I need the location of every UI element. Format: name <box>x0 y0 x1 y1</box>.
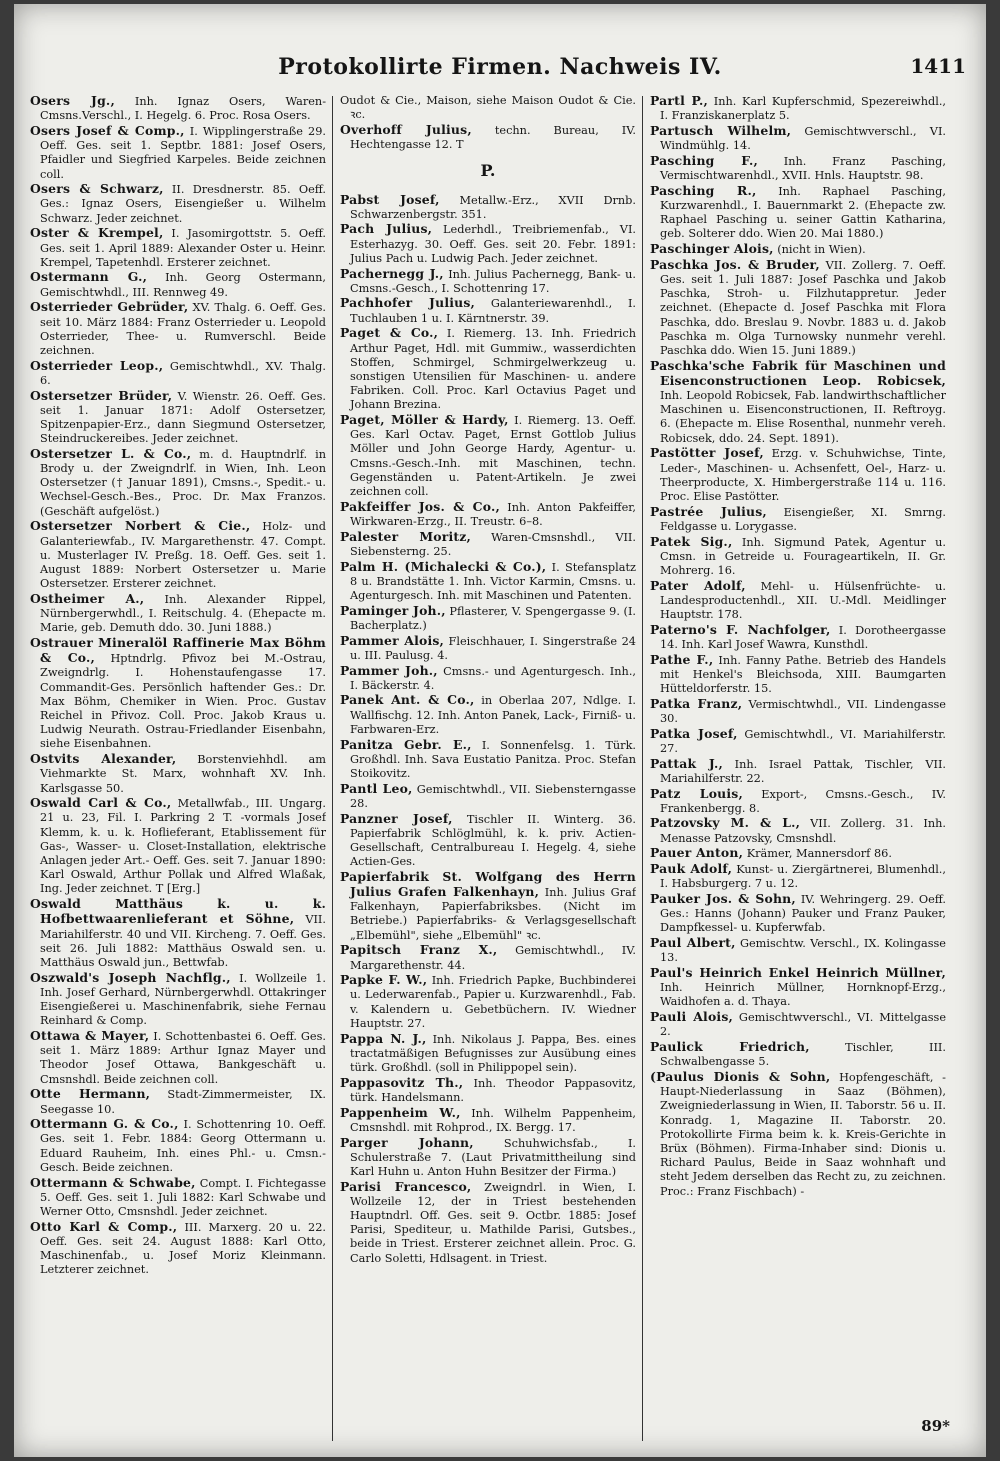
firm-details: Gemischtwhdl., VI. Mariahilferstr. 27. <box>660 727 946 755</box>
firm-name: Ostersetzer Norbert & Cie., <box>30 518 251 534</box>
firm-details: Kunst- u. Ziergärtnerei, Blumenhdl., I. Habsburgerg. 7 u. 12. <box>660 863 946 891</box>
firm-details: Metallw.-Erz., XVII Drnb. Schwarzenbergstr. 351. <box>350 193 636 221</box>
firm-name: Ostheimer A., <box>30 590 145 606</box>
firm-entry <box>30 1117 326 1175</box>
firm-entry <box>650 154 946 183</box>
column-divider <box>642 96 643 1441</box>
firm-name: Pauer Anton, <box>650 845 744 861</box>
firm-entry <box>30 300 326 358</box>
firm-entry <box>340 1180 636 1266</box>
firm-entry <box>30 270 326 299</box>
firm-details: Tischler II. Winterg. 36. Papierfabrik Schlöglmühl, k. k. priv. Actien-Gesellschaft, Centralbureau I. Hegelg. 4, siehe Actien-Ges. <box>350 812 636 869</box>
column-divider <box>332 96 333 1441</box>
firm-entry <box>340 1106 636 1135</box>
firm-details: Metallwfab., III. Ungarg. 21 u. 23, Fil. I. Parkring 2 T. -vormals Josef Klemm, k. u. k. Hoflieferant, Etablissement für Gas-, Wasser- u. Closet-Installation, elektrische Anlagen jeder Art.- Oeff. Ges. seit 7. Januar 1890: Karl Oswald, Arthur Pollak und Alfred Wlaßak, Ing. Jeder zeichnet. T [Erg.] <box>40 797 326 896</box>
firm-name: Pauker Jos. & Sohn, <box>650 890 796 906</box>
page-title: Protokollirte Firmen. Nachweis IV. <box>278 54 722 80</box>
firm-entry <box>650 446 946 504</box>
firm-details: VII. Mariahilferstr. 40 und VII. Kircheng. 7. Oeff. Ges. seit 26. Juli 1882: Matthäus Oswald sen. u. Matthäus Oswald jun., Bettwfab. <box>40 913 326 969</box>
firm-details: Compt. I. Fichtegasse 5. Oeff. Ges. seit 1. Juli 1882: Karl Schwabe und Werner Otto, Cmsnshdl. Jeder zeichnet. <box>40 1176 326 1218</box>
firm-details: Gemischtwhdl., XV. Thalg. 6. <box>40 359 326 387</box>
firm-entry <box>340 530 636 559</box>
page-number: 1411 <box>910 54 966 78</box>
firm-name: Partl P., <box>650 94 709 108</box>
firm-details: I. Wollzeile 1. Inh. Josef Gerhard, Nürnbergerwhdl. Ottakringer Eisengießerei u. Maschinenfabrik, siehe Fernau Reinhard & Comp. <box>40 971 326 1028</box>
firm-entry <box>30 94 326 123</box>
firm-entry <box>340 500 636 529</box>
firm-entry <box>650 258 946 358</box>
firm-entry <box>650 846 946 861</box>
firm-details: XV. Thalg. 6. Oeff. Ges. seit 10. März 1884: Franz Osterrieder u. Leopold Osterrieder, Thee- u. Rumverschl. Beide zeichnen. <box>40 301 326 357</box>
firm-name: Palester Moritz, <box>340 528 472 544</box>
firm-details: Inh. Georg Ostermann, Gemischtwhdl., III. Rennweg 49. <box>40 271 326 299</box>
firm-name: Overhoff Julius, <box>340 121 472 137</box>
firm-name: Ostvits Alexander, <box>30 751 177 767</box>
firm-details: Gemischtwverschl., VI. Mittelgasse 2. <box>660 1011 946 1039</box>
firm-name: Pakfeiffer Jos. & Co., <box>340 498 501 514</box>
firm-name: Panitza Gebr. E., <box>340 736 472 752</box>
firm-details: I. Schottenbastei 6. Oeff. Ges. seit 1. März 1889: Arthur Ignaz Mayer und Theodor Josef Ottawa, Bankgeschäft u. Cmsnshdl. Beide zeichnen coll. <box>40 1030 326 1086</box>
firm-name: Patz Louis, <box>650 785 743 801</box>
firm-name: Paschka'sche Fabrik für Maschinen und Eisenconstructionen Leop. Robicsek, <box>650 357 946 388</box>
firm-name: Panzner Josef, <box>340 810 453 826</box>
firm-name: Pammer Joh., <box>340 662 438 678</box>
firm-name: Ostersetzer L. & Co., <box>30 445 192 461</box>
firm-name: Pachhofer Julius, <box>340 295 476 311</box>
firm-name: Pappa N. J., <box>340 1030 427 1046</box>
firm-details: Waren-Cmsnshdl., VII. Siebensterng. 25. <box>350 530 636 558</box>
firm-name: Pantl Leo, <box>340 780 413 796</box>
firm-name: Patka Franz, <box>650 695 743 711</box>
firm-entry <box>340 634 636 663</box>
firm-name: Panek Ant. & Co., <box>340 692 475 708</box>
firm-details: Inh. Sigmund Patek, Agentur u. Cmsn. in Getreide u. Fourageartikeln, II. Gr. Mohrerg. 16. <box>660 535 946 577</box>
firm-name: Patzovsky M. & L., <box>650 815 801 831</box>
firm-entry <box>650 242 946 257</box>
firm-details: Erzg. v. Schuhwichse, Tinte, Leder-, Maschinen- u. Achsenfett, Oel-, Harz- u. Theerproducte, X. Himbergerstraße 114 u. 116. Proc. Elise Pastötter. <box>660 447 946 503</box>
firm-entry <box>340 812 636 870</box>
firm-name: Ottawa & Mayer, <box>30 1028 150 1043</box>
firm-entry <box>340 296 636 325</box>
firm-details: Krämer, Mannersdorf 86. <box>746 847 892 861</box>
firm-entry <box>30 636 326 752</box>
firm-entry <box>30 592 326 636</box>
firm-name: Pasching R., <box>650 182 757 198</box>
directory-page <box>14 4 986 1457</box>
firm-entry <box>650 1070 946 1199</box>
firm-details: Fleischhauer, I. Singerstraße 24 u. III. Paulusg. 4. <box>350 634 636 662</box>
firm-entry <box>650 94 946 123</box>
firm-name: Paulick Friedrich, <box>650 1039 810 1054</box>
firm-entry <box>650 816 946 845</box>
firm-entry <box>340 943 636 972</box>
firm-name: Osers Josef & Comp., <box>30 122 185 138</box>
firm-details: Gemischtw. Verschl., IX. Kolingasse 13. <box>660 937 946 965</box>
firm-name: Pater Adolf, <box>650 577 746 593</box>
firm-entry <box>30 124 326 182</box>
firm-details: techn. Bureau, IV. Hechtengasse 12. T <box>350 123 636 152</box>
firm-entry <box>650 862 946 891</box>
firm-details: Pflasterer, V. Spengergasse 9. (I. Bacherplatz.) <box>350 604 636 632</box>
column-3 <box>650 94 946 1424</box>
firm-name: Paterno's F. Nachfolger, <box>650 621 831 637</box>
firm-entry <box>340 222 636 266</box>
firm-name: Paul Albert, <box>650 935 736 951</box>
firm-name: Otte Hermann, <box>30 1086 151 1102</box>
firm-entry <box>650 1010 946 1039</box>
firm-details: I. Riemerg. 13. Oeff. Ges. Karl Octav. Paget, Ernst Gottlob Julius Möller und John George Hardy, Agentur- u. Cmsns.-Gesch.-Inh. mit Maschinen, techn. Gegenständen u. Patent-Artikeln. Je zwei zeichnen coll. <box>350 414 636 499</box>
firm-name: Palm H. (Michalecki & Co.), <box>340 558 547 574</box>
firm-name: (Paulus Dionis & Sohn, <box>650 1068 831 1084</box>
firm-details: Stadt-Zimmermeister, IX. Seegasse 10. <box>40 1088 326 1116</box>
firm-name: Ottermann & Schwabe, <box>30 1174 196 1190</box>
firm-details: I. Schottenring 10. Oeff. Ges. seit 1. Febr. 1884: Georg Ottermann u. Eduard Rauheim, Inh. eines Phl.- u. Cmsn.-Gesch. Beide zeichnen. <box>40 1118 326 1174</box>
firm-entry <box>340 193 636 222</box>
firm-name: Parger Johann, <box>340 1134 474 1150</box>
firm-entry <box>650 727 946 756</box>
firm-details: Inh. Alexander Rippel, Nürnbergerwhdl., I. Reitschulg. 4. (Ehepacte m. Marie, geb. Demuth ddo. 30. Juni 1888.) <box>40 592 326 635</box>
firm-entry <box>650 787 946 816</box>
firm-entry <box>30 752 326 796</box>
signature-mark: 89* <box>921 1417 950 1435</box>
firm-details: Eisengießer, XI. Smrng. Feldgasse u. Lorygasse. <box>660 505 946 533</box>
firm-details: Galanteriewarenhdl., I. Tuchlauben 1 u. I. Kärntnerstr. 39. <box>350 297 636 325</box>
firm-name: Papke F. W., <box>340 972 428 988</box>
firm-entry <box>650 623 946 652</box>
firm-name: Pathe F., <box>650 651 714 667</box>
firm-entry <box>340 973 636 1031</box>
firm-details: Oudot & Cie., Maison, siehe Maison Oudot & Cie. ꝛc. <box>340 94 636 122</box>
firm-name: Pauk Adolf, <box>650 861 733 877</box>
firm-details: Holz- und Galanteriewfab., IV. Margarethenstr. 47. Compt. u. Musterlager IV. Preßg. 18. Oeff. Ges. seit 1. August 1889: Norbert Ostersetzer u. Marie Ostersetzer. Ersterer zeichnet. <box>40 520 326 591</box>
firm-details: Borstenviehhdl. am Viehmarkte St. Marx, wohnhaft XV. Inh. Karlsgasse 50. <box>40 753 326 795</box>
firm-details: III. Marxerg. 20 u. 22. Oeff. Ges. seit 24. August 1888: Karl Otto, Maschinenfab., u. Josef Moriz Kleinmann. Letzterer zeichnet. <box>40 1220 326 1277</box>
firm-name: Ottermann G. & Co., <box>30 1116 179 1132</box>
firm-name: Paul's Heinrich Enkel Heinrich Müllner, <box>650 964 946 980</box>
firm-entry <box>340 738 636 782</box>
firm-details: Inh. Julius Graf Falkenhayn, Papierfabriksbes. (Nicht im Betriebe.) Papierfabriks- & Verlagsgesellschaft „Elbemühl", siehe „Elbemühl" ꝛc. <box>350 886 636 942</box>
firm-entry <box>650 535 946 579</box>
firm-details: Tischler, III. Schwalbengasse 5. <box>660 1041 946 1069</box>
firm-name: Patek Sig., <box>650 533 733 549</box>
firm-entry <box>30 447 326 519</box>
firm-details: Export-, Cmsns.-Gesch., IV. Frankenbergg. 8. <box>660 787 946 815</box>
firm-name: Pach Julius, <box>340 221 433 237</box>
firm-name: Paget, Möller & Hardy, <box>340 412 509 428</box>
firm-details: Vermischtwhdl., VII. Lindengasse 30. <box>660 697 946 726</box>
firm-name: Pappenheim W., <box>340 1104 461 1120</box>
firm-details: I. Dorotheergasse 14. Inh. Karl Josef Wawra, Kunsthdl. <box>660 623 946 652</box>
firm-name: Osers & Schwarz, <box>30 181 164 197</box>
firm-details: Inh. Raphael Pasching, Kurzwarenhdl., I. Bauernmarkt 2. (Ehepacte zw. Raphael Pasching u. seiner Gattin Katharina, geb. Solterer ddo. Wien 20. Mai 1880.) <box>660 184 946 241</box>
firm-entry <box>30 897 326 970</box>
firm-entry <box>650 653 946 697</box>
firm-details: II. Dresdnerstr. 85. Oeff. Ges.: Ignaz Osers, Eisengießer u. Wilhelm Schwarz. Jeder zeichnet. <box>40 183 326 225</box>
section-letter: P. <box>480 161 496 181</box>
firm-entry <box>650 697 946 726</box>
firm-details: Inh. Friedrich Papke, Buchbinderei u. Lederwarenfab., Papier u. Kurzwarenhdl., Fab. v. Kalendern u. Gebetbüchern. IV. Wiedner Hauptstr. 27. <box>350 974 636 1030</box>
firm-entry <box>340 560 636 604</box>
firm-name: Osterrieder Leop., <box>30 357 164 373</box>
firm-name: Papierfabrik St. Wolfgang des Herrn Julius Grafen Falkenhayn, <box>340 868 636 900</box>
page-header <box>14 54 986 88</box>
firm-entry <box>650 936 946 965</box>
firm-details: Inh. Theodor Pappasovitz, türk. Handelsmann. <box>350 1076 636 1104</box>
firm-name: Papitsch Franz X., <box>340 942 498 958</box>
firm-details: Inh. Anton Pakfeiffer, Wirkwaren-Erzg., II. Treustr. 6–8. <box>350 500 636 528</box>
firm-entry <box>650 184 946 242</box>
firm-name: Paminger Joh., <box>340 602 446 618</box>
firm-details: in Oberlaa 207, Ndlge. I. Wallfischg. 12. Inh. Anton Panek, Lack-, Firniß- u. Farbwaren-Erz. <box>350 694 636 736</box>
firm-details: I. Riemerg. 13. Inh. Friedrich Arthur Paget, Hdl. mit Gummiw., wasserdichten Stoffen, Schmirgel, Schmirgelwerkzeug u. sonstigen Utensilien für Maschinen- u. andere Fabriken. Coll. Proc. Karl Octavius Paget und Johann Brezina. <box>350 327 636 412</box>
firm-details: VII. Zollerg. 7. Oeff. Ges. seit 1. Juli 1887: Josef Paschka und Jakob Paschka, Stroh- u. Filzhutappretur. Jeder zeichnet. (Ehepacte d. Josef Paschka mit Flora Paschka, ddo. Breslau 9. Novbr. 1883 u. d. Jakob Paschka m. Olga Turnowsky nunmehr verehl. Paschka ddo. Wien 15. Juni 1889.) <box>660 258 946 357</box>
firm-entry <box>340 1136 636 1180</box>
firm-entry <box>650 1040 946 1069</box>
firm-name: Pasching F., <box>650 152 758 168</box>
firm-details: I. Stefansplatz 8 u. Brandstätte 1. Inh. Victor Karmin, Cmsns. u. Agenturgesch. Inh. mit Maschinen und Patenten. <box>350 560 636 602</box>
firm-entry <box>340 267 636 296</box>
firm-details: Inh. Franz Pasching, Vermischtwarenhdl., XVII. Hnls. Hauptstr. 98. <box>660 154 946 183</box>
firm-entry <box>30 1087 326 1116</box>
firm-entry <box>30 1220 326 1278</box>
firm-name: Paget & Co., <box>340 325 439 341</box>
firm-name: Pachernegg J., <box>340 265 444 281</box>
firm-name: Ostermann G., <box>30 269 148 285</box>
firm-name: Otto Karl & Comp., <box>30 1218 178 1234</box>
firm-name: Pastötter Josef, <box>650 445 764 461</box>
firm-name: Oster & Krempel, <box>30 225 164 241</box>
firm-name: Oswald Carl & Co., <box>30 795 172 811</box>
firm-name: Pattak J., <box>650 755 723 771</box>
firm-entry <box>30 796 326 896</box>
firm-entry <box>30 389 326 447</box>
firm-entry <box>340 664 636 693</box>
firm-entry <box>650 359 946 446</box>
firm-name: Partusch Wilhelm, <box>650 122 792 138</box>
firm-entry <box>650 124 946 153</box>
firm-details: Inh. Ignaz Osers, Waren-Cmsns.Verschl., I. Hegelg. 6. Proc. Rosa Osers. <box>40 95 326 123</box>
firm-details: Cmsns.- und Agenturgesch. Inh., I. Bäckerstr. 4. <box>350 664 636 692</box>
firm-name: Osers Jg., <box>30 94 115 108</box>
firm-entry <box>30 971 326 1029</box>
firm-entry <box>650 892 946 936</box>
firm-details: Schuhwichsfab., I. Schulerstraße 7. (Laut Privatmittheilung sind Karl Huhn u. Anton Huhn Besitzer der Firma.) <box>350 1136 636 1178</box>
firm-details: Inh. Wilhelm Pappenheim, Cmsnshdl. mit Rohprod., IX. Bergg. 17. <box>350 1106 636 1134</box>
firm-entry <box>340 123 636 152</box>
firm-name: Pammer Alois, <box>340 632 445 648</box>
firm-name: Patka Josef, <box>650 725 738 741</box>
firm-details: Inh. Fanny Pathe. Betrieb des Handels mit Henkel's Bleichsoda, XIII. Baumgarten Hütteldorferstr. 15. <box>660 653 946 696</box>
firm-details: Inh. Heinrich Müllner, Hornknopf-Erzg., Waidhofen a. d. Thaya. <box>660 981 946 1009</box>
firm-name: Ostersetzer Brüder, <box>30 387 173 403</box>
firm-details: m. d. Hauptndrlf. in Brody u. der Zweigndrlf. in Wien, Inh. Leon Ostersetzer († Januar 1891), Cmsns.-, Spedit.- u. Wechsel-Gesch.-Bes., Proc. Dr. Max Franzos. (Geschäft aufgelöst.) <box>40 447 326 518</box>
firm-name: Pabst Josef, <box>340 191 440 207</box>
firm-details: Gemischtwverschl., VI. Windmühlg. 14. <box>660 124 946 153</box>
firm-details: VII. Zollerg. 31. Inh. Menasse Patzovsky, Cmsnshdl. <box>660 817 946 845</box>
firm-name: Paschka Jos. & Bruder, <box>650 256 820 272</box>
firm-name: Osterrieder Gebrüder, <box>30 299 189 315</box>
firm-details: Zweigndrl. in Wien, I. Wollzeile 12, der in Triest bestehenden Hauptndrl. Off. Ges. seit 9. Octbr. 1885: Josef Parisi, Spediteur, u. Mathilde Parisi, Gutsbes., beide in Triest. Ersterer zeichnet allein. Proc. G. Carlo Soletti, Hdlsagent. in Triest. <box>350 1180 636 1265</box>
firm-details: I. Jasomirgottstr. 5. Oeff. Ges. seit 1. April 1889: Alexander Oster u. Heinr. Krempel, Tapetenhdl. Ersterer zeichnet. <box>40 227 326 269</box>
firm-details: Inh. Israel Pattak, Tischler, VII. Mariahilferstr. 22. <box>660 757 946 785</box>
firm-details: Gemischtwhdl., VII. Siebensterngasse 28. <box>350 782 636 810</box>
firm-entry <box>340 94 636 122</box>
firm-entry <box>340 1076 636 1105</box>
firm-name: Paschinger Alois, <box>650 241 774 257</box>
column-1 <box>30 94 326 1424</box>
firm-entry <box>30 226 326 270</box>
firm-details: I. Sonnenfelsg. 1. Türk. Großhdl. Inh. Sava Eustatio Panitza. Proc. Stefan Stoikovitz. <box>350 738 636 780</box>
firm-name: Ostrauer Mineralöl Raffinerie Max Böhm & Co., <box>30 635 326 666</box>
firm-name: Pappasovitz Th., <box>340 1074 464 1090</box>
firm-details: Inh. Julius Pachernegg, Bank- u. Cmsns.-Gesch., I. Schottenring 17. <box>350 267 636 295</box>
firm-details: Lederhdl., Treibriemenfab., VI. Esterhazyg. 30. Oeff. Ges. seit 20. Febr. 1891: Julius Pach u. Ludwig Pach. Jeder zeichnet. <box>350 223 636 265</box>
firm-details: Inh. Leopold Robicsek, Fab. landwirthschaftlicher Maschinen u. Eisenconstructionen, II. Reftroyg. 6. (Ehepacte m. Elise Rosenthal, nunmehr vereh. Robicsek, ddo. 24. Sept. 1891). <box>660 389 946 445</box>
firm-entry <box>650 757 946 786</box>
firm-name: Oswald Matthäus k. u. k. Hofbettwaarenlieferant et Söhne, <box>30 896 326 927</box>
firm-details: Inh. Nikolaus J. Pappa, Bes. eines tractatmäßigen Befugnisses zur Ausübung eines türk. Großhdl. (soll in Philippopel sein). <box>350 1032 636 1074</box>
column-2 <box>340 94 636 1424</box>
firm-entry <box>650 505 946 534</box>
firm-entry <box>30 1176 326 1220</box>
firm-details: I. Wipplingerstraße 29. Oeff. Ges. seit 1. Septbr. 1881: Josef Osers, Pfaidler und Siegfried Karpeles. Beide zeichnen coll. <box>40 124 326 181</box>
firm-entry <box>340 782 636 811</box>
firm-details: Gemischtwhdl., IV. Margarethenstr. 44. <box>350 944 636 972</box>
firm-entry <box>30 1029 326 1087</box>
firm-details: Hopfengeschäft, - Haupt-Niederlassung in Saaz (Böhmen), Zweigniederlassung in Wien, II. Taborstr. 56 u. II. Konradg. 1, Magazine II. Taborstr. 20. Protokollirte Firma beim k. k. Kreis-Gerichte in Brüx (Böhmen). Firma-Inhaber sind: Dionis u. Richard Paulus, Beide in Saaz wohnhaft und steht Jedem derselben das Recht zu, zu zeichnen. Proc.: Franz Fischbach) - <box>660 1070 946 1198</box>
firm-entry <box>340 693 636 737</box>
firm-details: Inh. Karl Kupferschmid, Spezereiwhdl., I. Franziskanerplatz 5. <box>660 95 946 123</box>
firm-details: (nicht in Wien). <box>777 243 866 257</box>
firm-name: Pastrée Julius, <box>650 503 767 519</box>
firm-details: V. Wienstr. 26. Oeff. Ges. seit 1. Januar 1871: Adolf Ostersetzer, Spitzenpapier-Erz., dann Siegmund Ostersetzer, Steindruckereibes. Jeder zeichnet. <box>40 389 326 446</box>
firm-entry <box>340 413 636 499</box>
firm-entry <box>340 326 636 412</box>
firm-details: Hptndrlg. Pfivoz bei M.-Ostrau, Zweigndrlg. I. Hohenstaufengasse 17. Commandit-Ges. Persönlich haftender Ges.: Dr. Max Böhm, Chemiker in Wien. Proc. Gustav Reichel in Přivoz. Coll. Proc. Jakob Kraus u. Ludwig Neurath. Ostrau-Friedlander Eisenbahn, siehe Eisenbahnen. <box>40 652 326 751</box>
firm-name: Parisi Francesco, <box>340 1178 472 1194</box>
firm-details: Mehl- u. Hülsenfrüchte- u. Landesproductenhdl., XII. U.-Mdl. Meidlinger Hauptstr. 178. <box>660 579 946 622</box>
firm-entry <box>30 182 326 226</box>
firm-entry <box>340 1032 636 1076</box>
firm-name: Oszwald's Joseph Nachflg., <box>30 969 231 985</box>
firm-entry <box>30 519 326 591</box>
firm-entry <box>340 604 636 633</box>
firm-entry <box>650 966 946 1010</box>
firm-name: Pauli Alois, <box>650 1009 734 1025</box>
firm-entry <box>650 579 946 623</box>
firm-entry <box>340 870 636 943</box>
firm-entry <box>30 359 326 388</box>
firm-details: IV. Wehringerg. 29. Oeff. Ges.: Hanns (Johann) Pauker und Franz Pauker, Dampfkessel- u. Kupferwfab. <box>660 892 946 935</box>
